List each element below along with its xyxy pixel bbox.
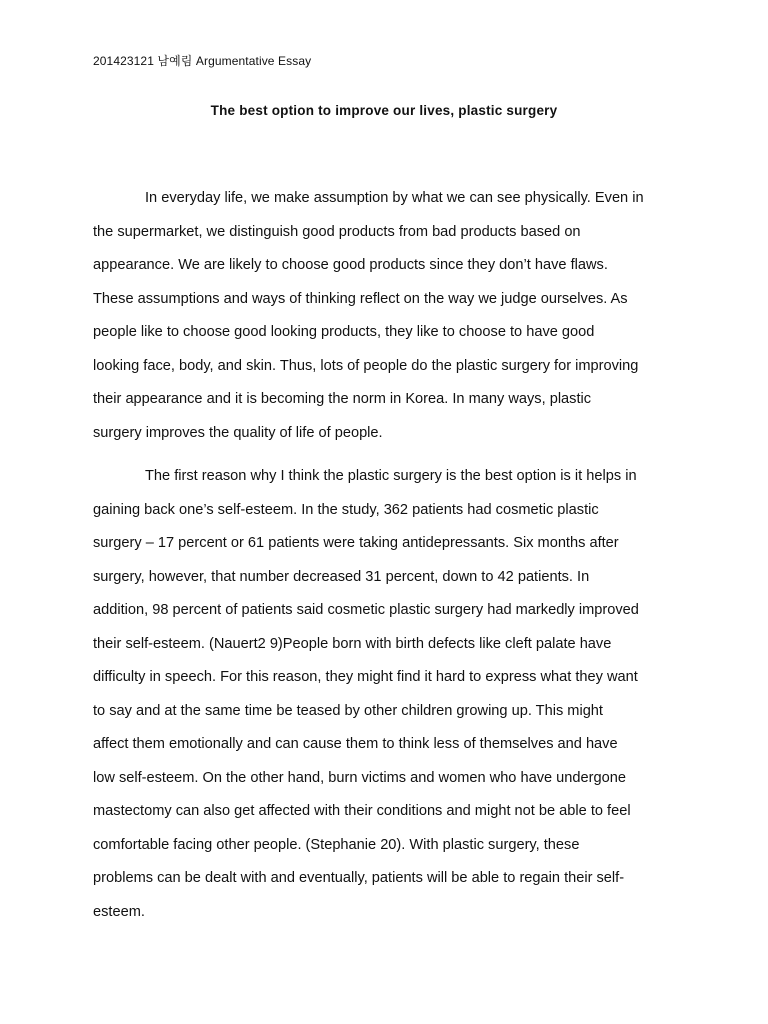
paragraph-line: affect them emotionally and can cause them to think less of themselves and have — [93, 736, 618, 752]
paragraph-line: surgery – 17 percent or 61 patients were taking antidepressants. Six months after — [93, 535, 619, 551]
paragraph-line: the supermarket, we distinguish good products from bad products based on — [93, 223, 581, 240]
paragraph-line: to say and at the same time be teased by other children growing up. This might — [93, 702, 603, 719]
essay-title: The best option to improve our lives, plastic surgery — [210, 103, 558, 118]
paragraph-line: The first reason why I think the plastic surgery is the best option is it helps in — [145, 468, 637, 484]
document-header: 201423121 남예림 Argumentative Essay — [93, 54, 312, 68]
paragraph-line: These assumptions and ways of thinking reflect on the way we judge ourselves. As — [93, 290, 628, 307]
paragraph-line: comfortable facing other people. (Stephanie 20). With plastic surgery, these — [93, 836, 580, 853]
paragraph-line: their self-esteem. (Nauert2 9)People born with birth defects like cleft palate have — [93, 635, 612, 652]
paragraph-first-reason — [93, 460, 681, 929]
paragraph-line: appearance. We are likely to choose good products since they don’t have flaws. — [93, 257, 608, 273]
paragraph-line: low self-esteem. On the other hand, burn victims and women who have undergone — [93, 769, 626, 786]
paragraph-line: gaining back one’s self-esteem. In the study, 362 patients had cosmetic plastic — [93, 501, 599, 518]
paragraph-line: esteem. — [93, 903, 145, 920]
paragraph-line: problems can be dealt with and eventually, patients will be able to regain their self- — [93, 870, 625, 886]
paragraph-line: difficulty in speech. For this reason, they might find it hard to express what they want — [93, 669, 638, 685]
paragraph-line: looking face, body, and skin. Thus, lots of people do the plastic surgery for improving — [93, 357, 639, 374]
paragraph-intro — [93, 182, 681, 450]
paragraph-line: addition, 98 percent of patients said cosmetic plastic surgery had markedly improved — [93, 602, 639, 618]
paragraph-line: mastectomy can also get affected with their conditions and might not be able to feel — [93, 803, 631, 819]
paragraph-line: In everyday life, we make assumption by what we can see physically. Even in — [145, 190, 644, 206]
paragraph-line: their appearance and it is becoming the norm in Korea. In many ways, plastic — [93, 391, 592, 407]
paragraph-line: surgery improves the quality of life of people. — [93, 424, 383, 441]
paragraph-line: people like to choose good looking products, they like to choose to have good — [93, 324, 595, 340]
paragraph-line: surgery, however, that number decreased 31 percent, down to 42 patients. In — [93, 568, 590, 585]
